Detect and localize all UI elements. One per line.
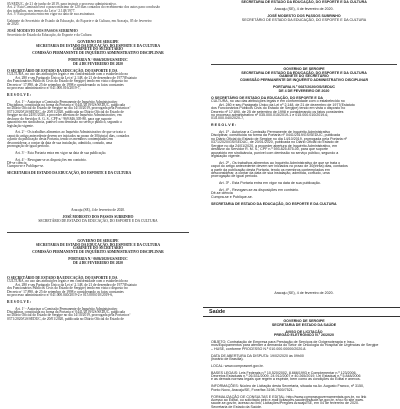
text-line: Acesso ao Edital, ou solicitado pelo e-mail licitacoes.saude@saude.se.gov.br, e/ou no site www. (211, 397, 364, 402)
text-line: PORTARIA N.º 0686/2020/GS/SEDUC (68, 256, 128, 261)
text-line: LOCAL: www.comprasnet.gov.br. (211, 363, 264, 368)
text-line: Sergipe no dia 24/01/2020, a proceder abertura de Inquérito Administrativo, em (7, 113, 122, 118)
text-line: Dê-se ciência (7, 160, 27, 165)
text-line: SECRETARIA DE ESTADO DA EDUCAÇÃO, DO ESPORTE E DA CULTURA (7, 171, 132, 176)
text-line: SECRETARIA DE ESTADO DA EDUCAÇÃO, DO ESPORTE E DA CULTURA (35, 242, 161, 247)
text-line: R E S O L V E : (7, 299, 32, 304)
text-line: – HUSE, conforme PROCESSO N.º 010.000.00000/2020-8. (211, 346, 307, 351)
ordinance-0687-header (211, 68, 397, 93)
text-line: Art. 280 e seu Parágrafo Único da Lei nº 2.148, de 21 de dezembro de 1977(Estatuto (15, 282, 137, 287)
text-line: caput do artigo antecedente devem ser iniciados no prazo de 30(trinta) dias, contados (211, 164, 348, 169)
text-line: desfavor do Servidor A. G. S., CPF n.º 969.846.305-80, para que suporte (7, 116, 112, 121)
text-line: 0371/2020/GS/SEDUC, de 20/01/2020, publicada no Diário Oficial do Estado de (211, 140, 339, 145)
text-line: Secretário de Estado da Educação, do Esporte e da Cultura (7, 32, 92, 37)
previous-act-fragment (7, 3, 189, 37)
ordinance-0686-header (7, 240, 189, 265)
ordinance-0666-header (7, 41, 189, 66)
text-line: CULTURA, no uso das atribuições legais e em conformidade com o estabelecido no (7, 279, 129, 284)
text-line: Art. 3º - Esta Portaria entra em vigor na data de sua publicação. (219, 181, 321, 186)
text-line: DATA DE ABERTURA DA DISPUTA: 19/02/2020 às 09h00 (211, 353, 304, 358)
text-line: R E S O L V E : (211, 123, 237, 128)
text-line: Art. 2º Esta Comissão terá o prazo máximo de 120 dias contados do recebimento dos autos para conclusão (7, 5, 161, 10)
text-line: a partir da publicação desta Portaria, tendo os membros contemplados em (7, 137, 113, 142)
text-line: Art. 280 e seu Parágrafo Único da Lei nº 2.148, de 21 de dezembro de 1977(Estatuto (219, 102, 355, 107)
section-banner (203, 307, 400, 317)
text-line: Aracaju (SE), 4 de fevereiro de 2020. (274, 291, 334, 295)
text-line: Disciplinar, constituída na forma da Portaria nº 0441/2019/GS/SEDUC, publicada (211, 133, 340, 138)
text-line: Art. 3º Esta portaria entra em vigor na data de sua assinatura. (7, 12, 95, 17)
text-line: AVISO DE LICITAÇÃO (285, 329, 323, 334)
text-line: dos Funcionários Públicos Civis do Estado de Sergipe) tendo em vista o disposto no (211, 106, 346, 111)
ordinance-0687-body (211, 97, 397, 206)
text-line: GABINETE DO SECRETÁRIO (73, 246, 123, 251)
text-line: Art. 4º - Revogam-se as disposições em contrário. (15, 157, 87, 162)
text-line: GABINETE DO SECRETÁRIO (73, 47, 123, 52)
top-signature-block (211, 1, 397, 23)
text-line: O SECRETÁRIO DE ESTADO DA EDUCAÇÃO, DO ESPORTE E DA (7, 276, 118, 280)
text-line: Cumpra-se e Publique-se. (7, 164, 45, 169)
text-line: Decreto nº 17.890, de 25 de setembro de 1998 e considerando os fatos constantes (211, 109, 344, 114)
text-line: CULTURA, no uso das atribuições legais e em conformidade com o estabelecido no (7, 72, 129, 77)
text-line: Art. 280 e seu Parágrafo Único da Lei nº 2.148, de 21 de dezembro de 1977(Estatuto (15, 75, 137, 80)
text-line: PORTARIA N.º 0666/2020/GS/SEDUC (68, 57, 128, 62)
text-line: SECRETARIA DE ESTADO DA EDUCAÇÃO, DO ESPORTE E DA CULTURA (35, 43, 161, 48)
text-line: e as demais normas legais que regem a espécie, bem como as condições do Edital e anexos. (211, 377, 361, 382)
text-line: Art. 3º - Esta Portaria entra em vigor na data de sua publicação. (15, 150, 107, 155)
text-line: Aracaju (SE), 4 de fevereiro de 2020. (71, 208, 125, 212)
text-line: Art. 4º - Revogam-se as disposições em contrário. (219, 187, 300, 192)
text-line: JOSÉ MODESTO DOS PASSOS SUBRINHO (7, 29, 78, 34)
ordinance-0686-body (7, 277, 189, 321)
text-line: Disciplinar, constituída na forma da Portaria nº 0441/2019/GS/SEDUC, publicada (7, 310, 125, 315)
text-line: BASES LEGAIS: Leis Federais n.º 10.520/2002, 8.666/1993 e Complementar n.º 123/2006, (211, 370, 357, 375)
text-line: COMISSÃO PERMANENTE DE INQUÉRITO ADMINISTRATIVO DISCIPLINAR (32, 249, 164, 254)
text-line: Decreto nº 17.890, de 25 de setembro de 1998 e considerando os fatos constantes (7, 82, 124, 87)
text-line: apuratório em sindicância, punível com demissão no serviço público, segundo a (7, 120, 122, 125)
text-line: PORTARIA N.º 0687/2020/GS/SEDUC (272, 84, 336, 89)
text-line: SECRETARIA DE ESTADO DA EDUCAÇÃO, DO ESPORTE E DA CULTURA (241, 70, 367, 75)
text-line: legislação vigente. (7, 123, 34, 128)
text-line: saude.se.gov.br, acesso ao link; Licitações/Pregões Aracaju/SE, em 04 de fevereiro de 2020. (211, 401, 359, 406)
text-line: OBJETO: Contratação de Empresa para Prestação de Serviços de Oxigenoterapia e Insu- (211, 340, 355, 344)
text-line: COMISSÃO PERMANENTE DE INQUÉRITO ADMINISTRATIVO DISCIPLINAR (239, 77, 369, 82)
text-line: CULTURA, no uso das atribuições legais e em conformidade com o estabelecido no (211, 99, 345, 104)
text-line: Dê-se ciência (211, 191, 233, 196)
text-line: JOSÉ MODESTO DOS PASSOS SUBRINHO (62, 215, 134, 220)
text-line: desconsiderar, a contar da data de sua instalação, admitida, contudo, uma (211, 170, 330, 175)
text-line: prorrogação de igual período. (211, 174, 259, 179)
text-line: Decreto nº 17.890, de 25 de setembro de 1998 e considerando os fatos constantes (7, 289, 124, 294)
right-column (203, 0, 400, 409)
text-line: Art. 1º - Autorizar a Comissão Permanente de Inquérito Administrativo (219, 130, 331, 135)
text-line: GOVERNO DE SERGIPE (77, 40, 119, 44)
text-line: dos Funcionários Públicos Civis do Estado de Sergipe) tendo em vista o disposto no (7, 286, 128, 291)
text-line: SECRETÁRIO DE ESTADO DA EDUCAÇÃO, DO ESPORTE E DA CULTURA (38, 218, 158, 223)
text-line: no processo administrativo nº 035.000.015/2019-1 e 015.000.010/2019-6, (211, 113, 329, 118)
text-line: Secretaria de Estado da Saúde. (211, 404, 262, 409)
text-line: dos trabalhos, nos termos da Lei nº 2.148/1977. (7, 8, 76, 13)
ordinance-0666-signature (7, 209, 189, 223)
text-line: O SECRETÁRIO DE ESTADO DA EDUCAÇÃO, DO ESPORTE E DA (211, 96, 324, 100)
text-line: DE 4 DE FEVEREIRO DE 2020 (278, 88, 330, 93)
text-line: no Diário Oficial do Estado de Sergipe no dia 14/10/2019, prorrogada pela Portaria nº (7, 313, 131, 318)
text-line: O SECRETÁRIO DE ESTADO DA EDUCAÇÃO, DO ESPORTE E DA (7, 69, 118, 73)
text-line: apuratório em sindicância, punível com demissão no serviço público, segundo a (211, 150, 339, 155)
text-line: Decretos Estaduais n.º 26.531/2009, 24.912/2007 e 40.265/2019, Lei Estadual n.º 5.848/2006 (211, 374, 361, 379)
text-line: a partir da publicação desta Portaria, tendo os membros contemplados em (211, 167, 330, 172)
text-line: DE 4 DE FEVEREIRO DE 2020 (73, 260, 123, 265)
text-line: no Diário Oficial do Estado de Sergipe no dia 14/10/2019, prorrogada pela Portaria nº (211, 136, 347, 141)
text-line: no Diário Oficial do Estado de Sergipe no dia 14/10/2019, prorrogada pela Portaria nº (7, 106, 131, 111)
text-line: (horário de Brasília). (211, 357, 244, 362)
text-line: de 2020. (7, 22, 20, 27)
bidding-notice-body (211, 341, 397, 409)
divider-rule (7, 232, 189, 233)
text-line: Disciplinar, constituída na forma da Portaria nº 0441/2019/GS/SEDUC, publicada (7, 103, 125, 108)
text-line: 05/SEDUC, de 21 de junho de 2019, para instruir o processo administrativo. (7, 2, 117, 6)
ordinance-0687-signature (211, 292, 397, 296)
text-line: desconsiderar, a contar da data de sua instalação, admitida, contudo, uma (7, 140, 113, 145)
text-line: Gabinete do Secretário de Estado da Educação, do Esporte e da Cultura, em Aracaju, 05 de fevereiro (7, 19, 152, 24)
text-line: no processo administrativo nº 041.000.040/2019-2 e 015.000.010/2019-6, (7, 293, 114, 298)
text-line: 015.000.040/2020-7, (211, 116, 245, 121)
text-line: INFORMAÇÕES: Núcleo de Licitação desta Secretaria, situada na Av. Augusto Franco, nº 3150, (211, 384, 364, 389)
divider-rule (211, 64, 397, 65)
text-line: R E S O L V E : (7, 92, 32, 97)
text-line: FORMALIZAÇÃO DE CONSULTAS E EDITAL: http://www.comprasgovernamentais.gov.br, no link (211, 394, 367, 399)
text-line: no processo administrativo nº 041.000.016/2019-7, (7, 86, 81, 91)
bidding-notice-header (211, 320, 397, 338)
text-line: Art. 2º - Os trabalhos alimentos ao Inquérito Administrativo de que se trata o (219, 160, 341, 165)
text-line: Ponto Novo, Aracaju/SE, Fone/fax 3198-7500/7521. (211, 387, 294, 392)
text-line: GOVERNO DE SERGIPE (77, 239, 119, 243)
text-line: SECRETARIA DE ESTADO DA EDUCAÇÃO, DO ESPORTE E DA CULTURA (211, 201, 337, 206)
text-line: PREGÃO ELETRÔNICO N.º 26/2020 (273, 333, 335, 338)
text-line: GABINETE DO SECRETÁRIO (279, 74, 329, 79)
text-line: COMISSÃO PERMANENTE DE INQUÉRITO ADMINISTRATIVO DISCIPLINAR (32, 50, 164, 55)
text-line: mos/Equipamentos para atender a demanda do Setor de Oncologia do Hospital de Urgências de Sergipe (211, 343, 379, 348)
text-line: prorrogação de igual período. (7, 143, 50, 148)
text-line: Aracaju (SE), 4 de fevereiro de 2020. (274, 7, 334, 12)
text-line: caput do artigo antecedente devem ser iniciados no prazo de 30(trinta) dias, contados (7, 133, 130, 138)
text-line: DE 4 DE FEVEREIRO DE 2020 (73, 61, 123, 66)
text-line: SECRETARIA DE ESTADO DA EDUCAÇÃO, DO ESPORTE E DA CULTURA (241, 0, 367, 4)
text-line: JOSÉ MODESTO DOS PASSOS SUBRINHO (267, 14, 341, 19)
text-line: GOVERNO DE SERGIPE (283, 319, 325, 323)
ordinance-0666-body (7, 70, 189, 176)
left-column (0, 0, 196, 400)
text-line: legislação vigente. (211, 153, 241, 158)
text-line: Art. 1º - Autorizar a Comissão Permanente de Inquérito Administrativo (15, 306, 118, 311)
text-line: 0371/2020/GS/SEDUC, de 20/01/2020, publicada no Diário Oficial do Estado de (7, 109, 124, 114)
text-line: dos Funcionários Públicos Civis do Estado de Sergipe) tendo em vista o disposto no (7, 79, 128, 84)
text-line: SECRETÁRIO DE ESTADO DA EDUCAÇÃO, DO ESPORTE E DA CULTURA (241, 17, 367, 22)
text-line: SECRETARIA DE ESTADO DA SAÚDE (271, 322, 337, 327)
text-line: 0371/2020/GS/SEDUC, de 20/01/2020, publicada no Diário Oficial do Estado de (7, 316, 124, 321)
text-line: Art. 2º - Os trabalhos alimentos ao Inquérito Administrativo de que se trata o (15, 130, 126, 135)
text-line: desfavor do Servidor R. M. S., CPF n.º 593.825.875-00, para que suporte (211, 147, 328, 152)
text-line: GOVERNO DE SERGIPE (283, 67, 325, 71)
text-line: Cumpra-se e Publique-se. (211, 194, 253, 199)
section-title: Saúde (209, 309, 226, 315)
text-line: Sergipe no dia 24/01/2020, a proceder abertura de Inquérito Administrativo, em (211, 143, 338, 148)
text-line: Art. 1º - Autorizar a Comissão Permanente de Inquérito Administrativo (15, 99, 118, 104)
